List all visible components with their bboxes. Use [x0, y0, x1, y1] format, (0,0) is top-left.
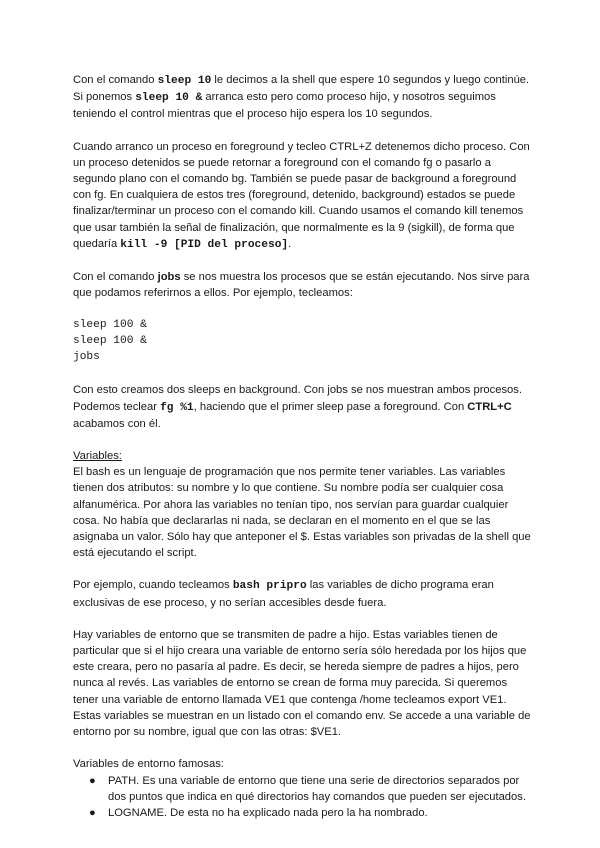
- text: Cuando arranco un proceso en foreground y tecleo CTRL+Z detenemos dicho proceso. Con un proceso detenidos se puede retornar a foreground con el comando fg o pasarlo a segundo plano con el comando bg. También se puede pasar de background a foreground con fg. En cualquiera de estos tres (foreground, detenido, background) estados se puede finalizar/terminar un proceso con el comando kill. Cuando usamos el comando kill tenemos que usar también la señal de finalización, que normalmente es la 9 (sigkill), de forma que quedaría: [73, 140, 530, 250]
- paragraph-background: [73, 382, 533, 432]
- text: arranca esto pero como proceso hijo, y nosotros seguimos teniendo el control mientras que el proceso hijo espera los 10 segundos.: [73, 91, 496, 121]
- code-line: jobs: [73, 351, 100, 364]
- text: le decimos a la shell que espere 10 segundos y luego continúe. Si ponemos: [73, 74, 530, 104]
- text: , haciendo que el primer sleep pase a foreground. Con: [193, 400, 468, 413]
- text: las variables de dicho programa eran exclusivas de ese proceso, y no serían accesibles desde fuera.: [73, 579, 494, 609]
- paragraph-environment: Hay variables de entorno que se transmiten de padre a hijo. Estas variables tienen de particular que si el hijo creara una variable de entorno sería sólo heredada por los hijos que este creara, pero no pasaría al padre. Es decir, se hereda siempre de padres a hijos, pero nunca al revés. Las variables de entorno se crean de forma muy parecida. Si queremos tener una variable de entorno llamada VE1 que contenga /home tecleamos export VE1. Estas variables se muestran en un listado con el comando env. Se accede a una variable de entorno por su nombre, igual que con las otras: $VE1.: [73, 628, 531, 739]
- paragraph-jobs: [73, 269, 533, 301]
- list-item-text: PATH. Es una variable de entorno que tiene una serie de directorios separados por dos puntos que indica en qué directorios hay comandos que pueden ser ejecutados.: [108, 774, 526, 803]
- section-heading-variables: Variables:: [73, 450, 122, 463]
- code-line: sleep 100 &: [73, 319, 147, 332]
- list-item-text: LOGNAME. De esta no ha explicado nada pero la ha nombrado.: [108, 806, 428, 819]
- bold-text: CTRL+C: [467, 400, 512, 413]
- inline-code: sleep 10: [157, 75, 212, 87]
- text: Con esto creamos dos sleeps en background. Con jobs se nos muestran ambos procesos. Podemos teclear: [73, 384, 522, 413]
- bold-text: jobs: [157, 271, 181, 284]
- text: acabamos con él.: [73, 417, 161, 430]
- document-body: [73, 72, 533, 821]
- text: Por ejemplo, cuando tecleamos: [73, 579, 233, 592]
- bullet-icon: ●: [89, 806, 96, 819]
- code-block: [73, 317, 533, 365]
- code-line: sleep 100 &: [73, 335, 147, 348]
- text: .: [288, 237, 292, 250]
- list-item: [89, 773, 533, 805]
- inline-code: bash pripro: [232, 580, 307, 593]
- list-item: [89, 805, 533, 821]
- bullet-icon: ●: [89, 774, 96, 787]
- paragraph-sleep: [73, 72, 533, 123]
- inline-code: sleep 10 &: [135, 92, 203, 105]
- text: se nos muestra los procesos que se están ejecutando. Nos sirve para que podamos referirnos a ellos. Por ejemplo, tecleamos:: [73, 271, 530, 300]
- paragraph-foreground: [73, 139, 533, 253]
- section-heading-famous: Variables de entorno famosas:: [73, 758, 224, 771]
- paragraph-variables: El bash es un lenguaje de programación que nos permite tener variables. Las variables tienen dos atributos: su nombre y lo que contiene. Su nombre podía ser cualquier cosa alfanumérica. Por ahora las variables no tenían tipo, nos servían para guardar cualquier cosa. No había que declararlas ni nada, se declaran en el momento en el que se las asignaba un valor. Sólo hay que anteponer el $. Estas variables son privadas de la shell que está ejecutando el script.: [73, 466, 531, 560]
- text: Con el comando: [73, 74, 158, 86]
- famous-variables-list: [73, 773, 533, 822]
- inline-code: fg %1: [160, 401, 194, 414]
- inline-code: kill -9 [PID del proceso]: [120, 238, 289, 251]
- text: Con el comando: [73, 271, 158, 284]
- paragraph-example: [73, 577, 533, 610]
